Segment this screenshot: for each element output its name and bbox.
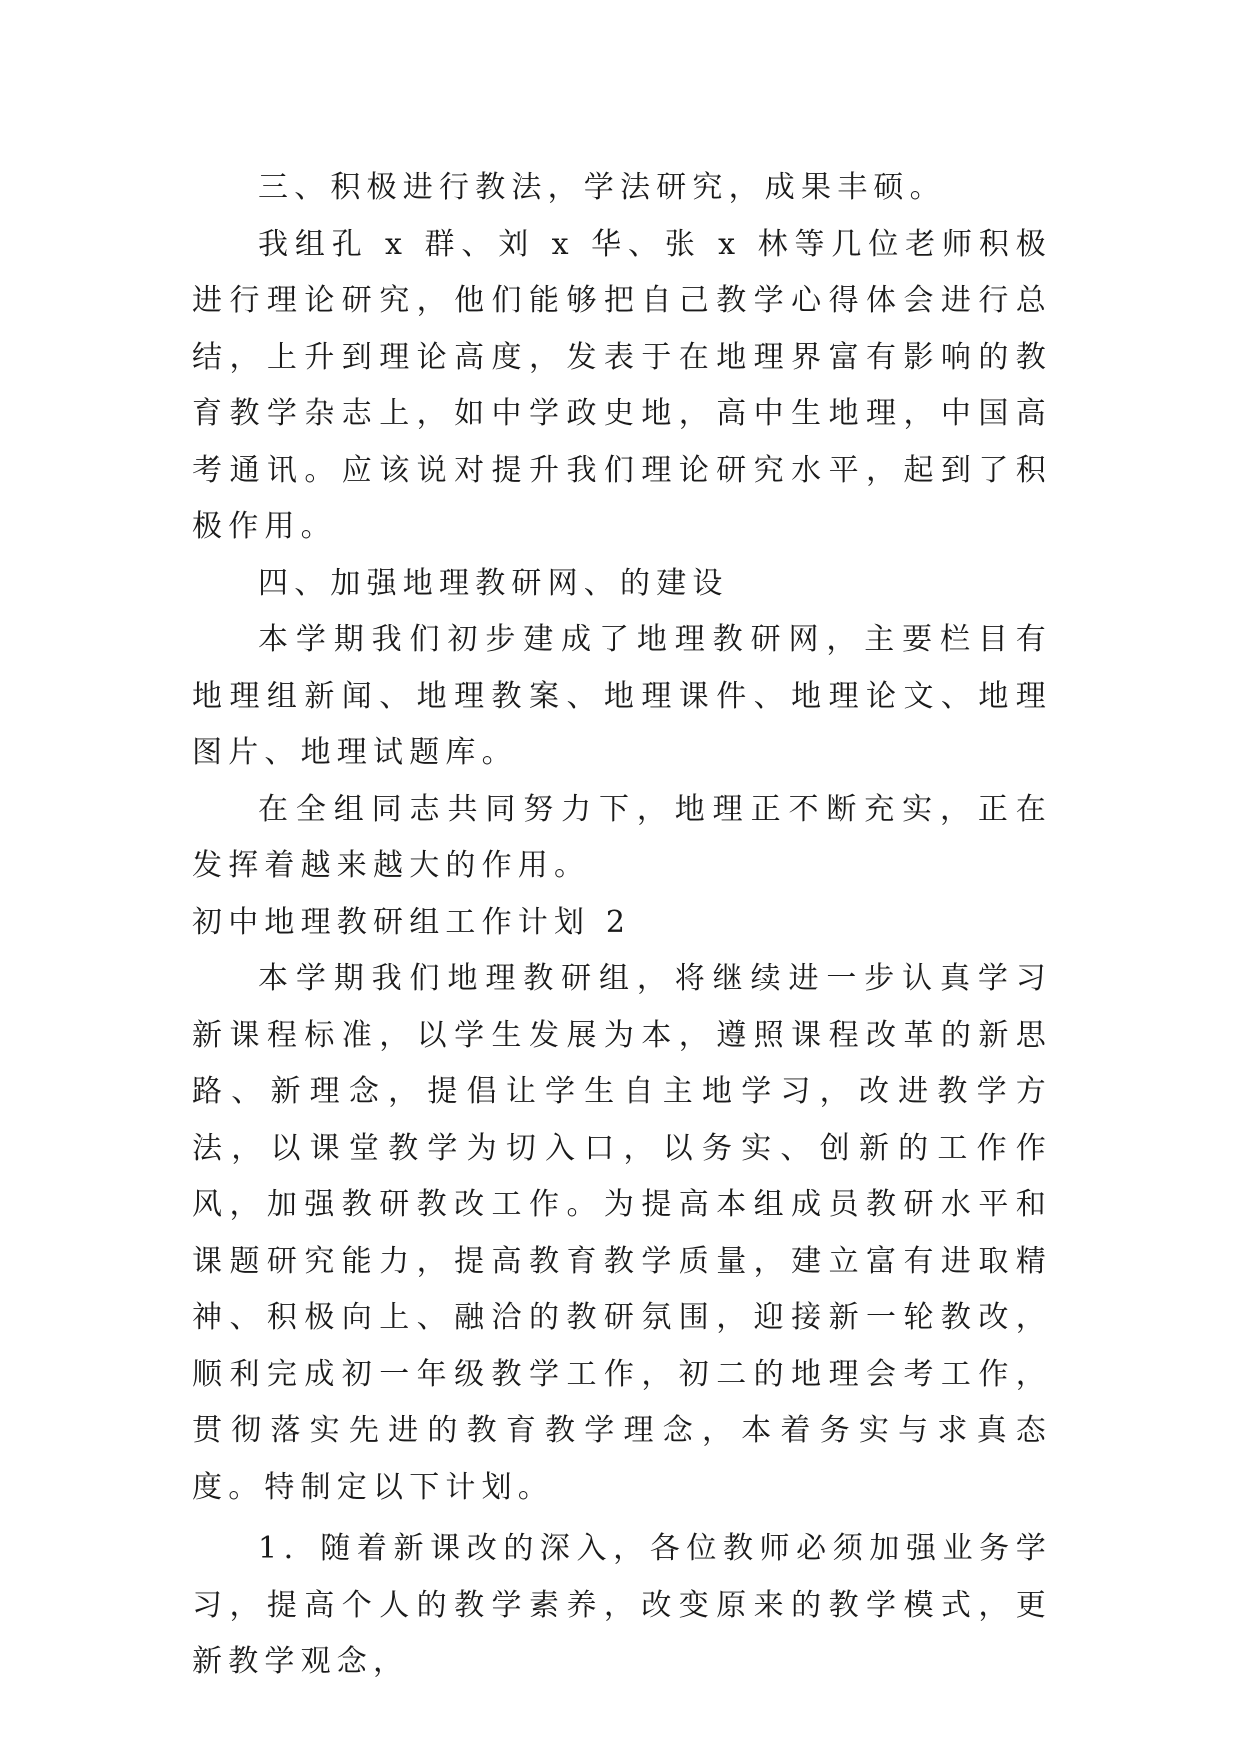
- document-title-plan-2: 初中地理教研组工作计划 2: [192, 904, 632, 940]
- document-page: [192, 160, 1052, 1691]
- paragraph-item-1: 1．随着新课改的深入，各位教师必须加强业务学习，提高个人的教学素养，改变原来的教学模式，更新教学观念，: [192, 1531, 1052, 1679]
- paragraph-effort: 在全组同志共同努力下，地理正不断充实，正在发挥着越来越大的作用。: [192, 791, 1052, 883]
- section-heading-3: 三、积极进行教法，学法研究，成果丰硕。: [258, 170, 946, 205]
- paragraph-plan-intro: 本学期我们地理教研组，将继续进一步认真学习新课程标准，以学生发展为本，遵照课程改革的新思路、新理念，提倡让学生自主地学习，改进教学方法，以课堂教学为切入口，以务实、创新的工作作风，加强教研教改工作。为提高本组成员教研水平和课题研究能力，提高教育教学质量，建立富有进取精神、积极向上、融洽的教研氛围，迎接新一轮教改，顺利完成初一年级教学工作，初二的地理会考工作，贯彻落实先进的教育教学理念，本着务实与求真态度。特制定以下计划。: [192, 961, 1052, 1505]
- section-heading-4: 四、加强地理教研网、的建设: [258, 565, 729, 601]
- paragraph-website: 本学期我们初步建成了地理教研网，主要栏目有地理组新闻、地理教案、地理课件、地理论文、地理图片、地理试题库。: [192, 622, 1052, 770]
- paragraph-research: 我组孔 x 群、刘 x 华、张 x 林等几位老师积极进行理论研究，他们能够把自己教学心得体会进行总结，上升到理论高度，发表于在地理界富有影响的教育教学杂志上，如中学政史地，高中生地理，中国高考通讯。应该说对提升我们理论研究水平，起到了积极作用。: [192, 226, 1052, 544]
